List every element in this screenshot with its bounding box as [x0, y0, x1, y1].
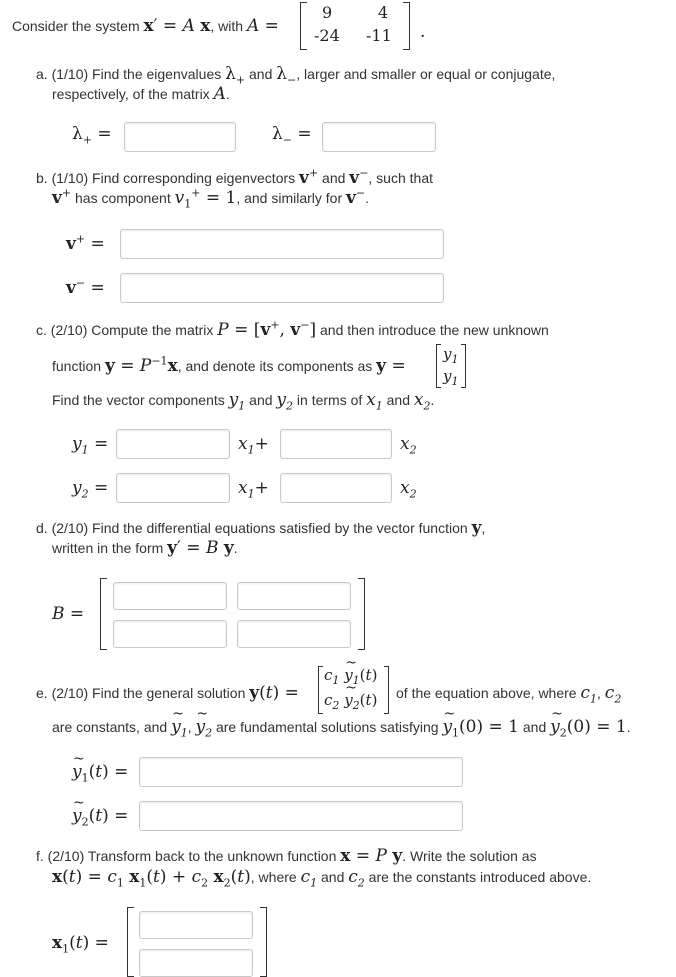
y1-x1-term: $x_1+$ — [238, 434, 269, 457]
x1-right-bracket — [260, 907, 267, 977]
lambda-plus-label: $\lambda_+$ = — [72, 124, 112, 147]
x1-bottom-input[interactable] — [139, 949, 253, 977]
general-solution-row1: $c_1$ y $\sim_1(t)$ — [324, 666, 377, 684]
b-matrix-right-bracket — [358, 578, 365, 650]
part-a-question: a. (1/10) Find the eigenvalues $\lambda_+$ and $\lambda_-$, larger and smaller or equal or conjugate, — [36, 64, 556, 87]
v-plus-label: v+ = — [66, 232, 105, 254]
y2-tilde-input[interactable] — [139, 801, 463, 831]
intro-line: Consider the system x′ = A x, with A = — [12, 16, 279, 36]
part-b-question-line2: v+ has component $v_1^+ = 1$, and similarly for v−. — [52, 186, 370, 211]
lambda-plus-input[interactable] — [124, 122, 236, 152]
matrix-a-12: 4 — [378, 3, 389, 22]
part-f-question-line2: $x(t) = c_1$ $x_1(t) + c_2$ $x_2(t)$, where $c_1$ and $c_2$ are the constants introduced above. — [52, 867, 592, 890]
part-e-question: e. (2/10) Find the general solution y(t) = — [36, 683, 299, 703]
y-vector-left-bracket — [436, 344, 441, 388]
intro-system: x′ = A x — [143, 16, 211, 36]
part-a-question-line2: respectively, of the matrix A. — [52, 84, 230, 104]
matrix-a-21: -24 — [314, 26, 340, 45]
general-solution-left-bracket — [318, 666, 323, 714]
part-d-label: d. (2/10) Find the differential equations satisfied by the vector function — [36, 520, 468, 536]
part-d-question-line2: written in the form y′ = B y. — [52, 538, 238, 558]
part-e-label: e. (2/10) Find the general solution — [36, 685, 246, 701]
part-b-question: b. (1/10) Find corresponding eigenvectors v+ and v−, such that — [36, 166, 433, 188]
part-a-label: a. (1/10) Find the eigenvalues — [36, 66, 222, 82]
b-matrix-22-input[interactable] — [237, 620, 351, 648]
part-c-question: c. (2/10) Compute the matrix P = [v+, v−] and then introduce the new unknown — [36, 318, 549, 340]
b-matrix-12-input[interactable] — [237, 582, 351, 610]
y2-x2-coef-input[interactable] — [280, 473, 392, 503]
b-matrix-21-input[interactable] — [113, 620, 227, 648]
y1-x2-coef-input[interactable] — [280, 429, 392, 459]
part-c-question-line3: Find the vector components $y_1$ and $y_2$ in terms of $x_1$ and $x_2$. — [52, 390, 435, 413]
part-d-question: d. (2/10) Find the differential equations satisfied by the vector function y, — [36, 518, 486, 538]
part-e-question-line2: are constants, and y $\sim_1$, y $\sim_2$ are fundamental solutions satisfying y $\sim_1(0) = 1$ and y $\sim_2(0) = 1$. — [52, 717, 631, 737]
general-solution-right-bracket — [384, 666, 389, 714]
y1-label: $y_1$ = — [72, 434, 109, 457]
intro-a: A — [246, 16, 260, 36]
y2-label: $y_2$ = — [72, 478, 109, 501]
y-vector-y1: $y_1$ — [443, 345, 459, 366]
y2-x1-coef-input[interactable] — [116, 473, 230, 503]
intro-period: . — [420, 22, 426, 42]
part-c-question-line2: function $y = P^{-1}x$, and denote its components as y = — [52, 354, 406, 376]
x1-left-bracket — [127, 907, 134, 977]
y2-x1-term: $x_1+$ — [238, 478, 269, 501]
intro-text: Consider the system — [12, 18, 140, 34]
y1-tilde-input[interactable] — [139, 757, 463, 787]
y2-tilde-label: y $\sim_2(t)$ = — [72, 806, 128, 826]
y-vector-right-bracket — [461, 344, 466, 388]
y1-x2-term: $x_2$ — [400, 434, 417, 457]
matrix-a-right-bracket — [403, 2, 410, 50]
general-solution-row2: $c_2$ y $\sim_2(t)$ — [324, 691, 377, 709]
x1-top-input[interactable] — [139, 911, 253, 939]
v-minus-label: v− = — [66, 276, 105, 298]
part-c-label: c. (2/10) Compute the matrix — [36, 322, 214, 338]
matrix-a-left-bracket — [300, 2, 307, 50]
lambda-minus-input[interactable] — [322, 122, 436, 152]
b-matrix-label: B = — [52, 604, 85, 624]
part-b-label: b. (1/10) Find corresponding eigenvectors — [36, 170, 296, 186]
v-minus-input[interactable] — [120, 273, 444, 303]
part-f-label: f. (2/10) Transform back to the unknown function — [36, 848, 337, 864]
y-vector-y2: $y_1$ — [443, 367, 459, 388]
y1-x1-coef-input[interactable] — [116, 429, 230, 459]
x1-label: $x_1(t)$ = — [52, 933, 109, 956]
matrix-a-11: 9 — [322, 3, 333, 22]
part-f-question: f. (2/10) Transform back to the unknown function x = P y. Write the solution as — [36, 846, 537, 866]
v-plus-input[interactable] — [120, 229, 444, 259]
b-matrix-left-bracket — [100, 578, 107, 650]
y2-x2-term: $x_2$ — [400, 478, 417, 501]
lambda-minus-label: $\lambda_-$ = — [272, 124, 312, 147]
y1-tilde-label: y $\sim_1(t)$ = — [72, 762, 128, 782]
b-matrix-11-input[interactable] — [113, 582, 227, 610]
matrix-a-22: -11 — [366, 26, 392, 45]
part-e-question-tail: of the equation above, where $c_1$, $c_2$ — [396, 683, 622, 706]
